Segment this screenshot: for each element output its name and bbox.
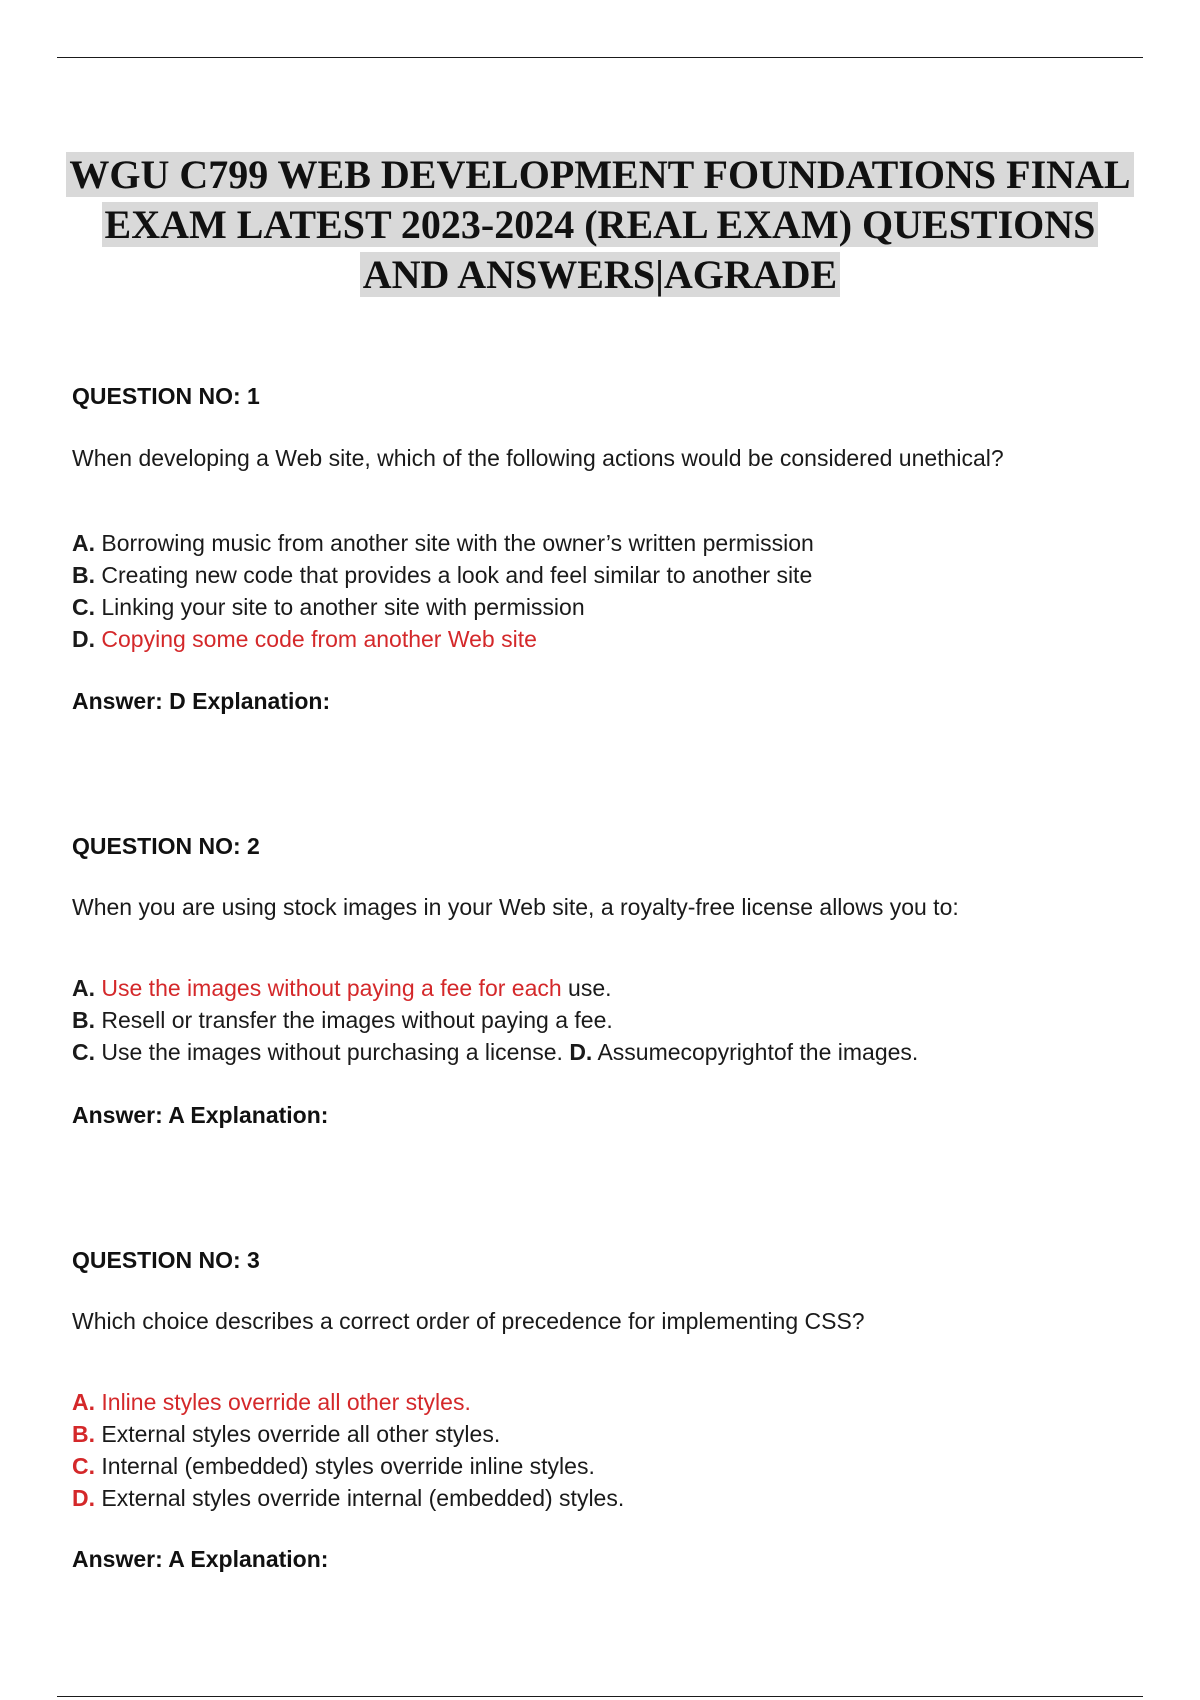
question-1-answer: Answer: D Explanation: [72, 688, 331, 714]
option-a-correct: A. Use the images without paying a fee for each use. [72, 975, 612, 1001]
document-title [40, 150, 1160, 300]
question-3-label: QUESTION NO: 3 [72, 1247, 260, 1273]
option-d-correct: D. Copying some code from another Web site [72, 626, 537, 652]
question-3-options [72, 1386, 624, 1514]
title-line-3: AND ANSWERS|AGRADE [360, 252, 840, 297]
bottom-rule [57, 1696, 1143, 1697]
question-2-text: When you are using stock images in your Web site, a royalty-free license allows you to: [72, 894, 959, 920]
question-1-options [72, 527, 814, 655]
top-rule [57, 57, 1143, 58]
question-3-answer: Answer: A Explanation: [72, 1546, 329, 1572]
option-c: C. Internal (embedded) styles override inline styles. [72, 1453, 595, 1479]
question-1-text: When developing a Web site, which of the following actions would be considered unethical? [72, 445, 1004, 471]
question-2-answer: Answer: A Explanation: [72, 1102, 329, 1128]
question-3-text: Which choice describes a correct order of precedence for implementing CSS? [72, 1308, 865, 1334]
option-b: B. External styles override all other styles. [72, 1421, 501, 1447]
option-c-d: C. Use the images without purchasing a license. D. Assumecopyrightof the images. [72, 1039, 919, 1065]
option-a: A. Borrowing music from another site with the owner’s written permission [72, 530, 814, 556]
option-c: C. Linking your site to another site with permission [72, 594, 585, 620]
title-line-2: EXAM LATEST 2023-2024 (REAL EXAM) QUESTIONS [102, 202, 1099, 247]
question-2-label: QUESTION NO: 2 [72, 833, 260, 859]
option-a-correct: A. Inline styles override all other styles. [72, 1389, 471, 1415]
option-b: B. Creating new code that provides a look and feel similar to another site [72, 562, 813, 588]
option-b: B. Resell or transfer the images without paying a fee. [72, 1007, 613, 1033]
question-2-options [72, 972, 918, 1068]
question-1-label: QUESTION NO: 1 [72, 383, 260, 409]
option-d: D. External styles override internal (embedded) styles. [72, 1485, 625, 1511]
title-line-1: WGU C799 WEB DEVELOPMENT FOUNDATIONS FINAL [66, 152, 1133, 197]
